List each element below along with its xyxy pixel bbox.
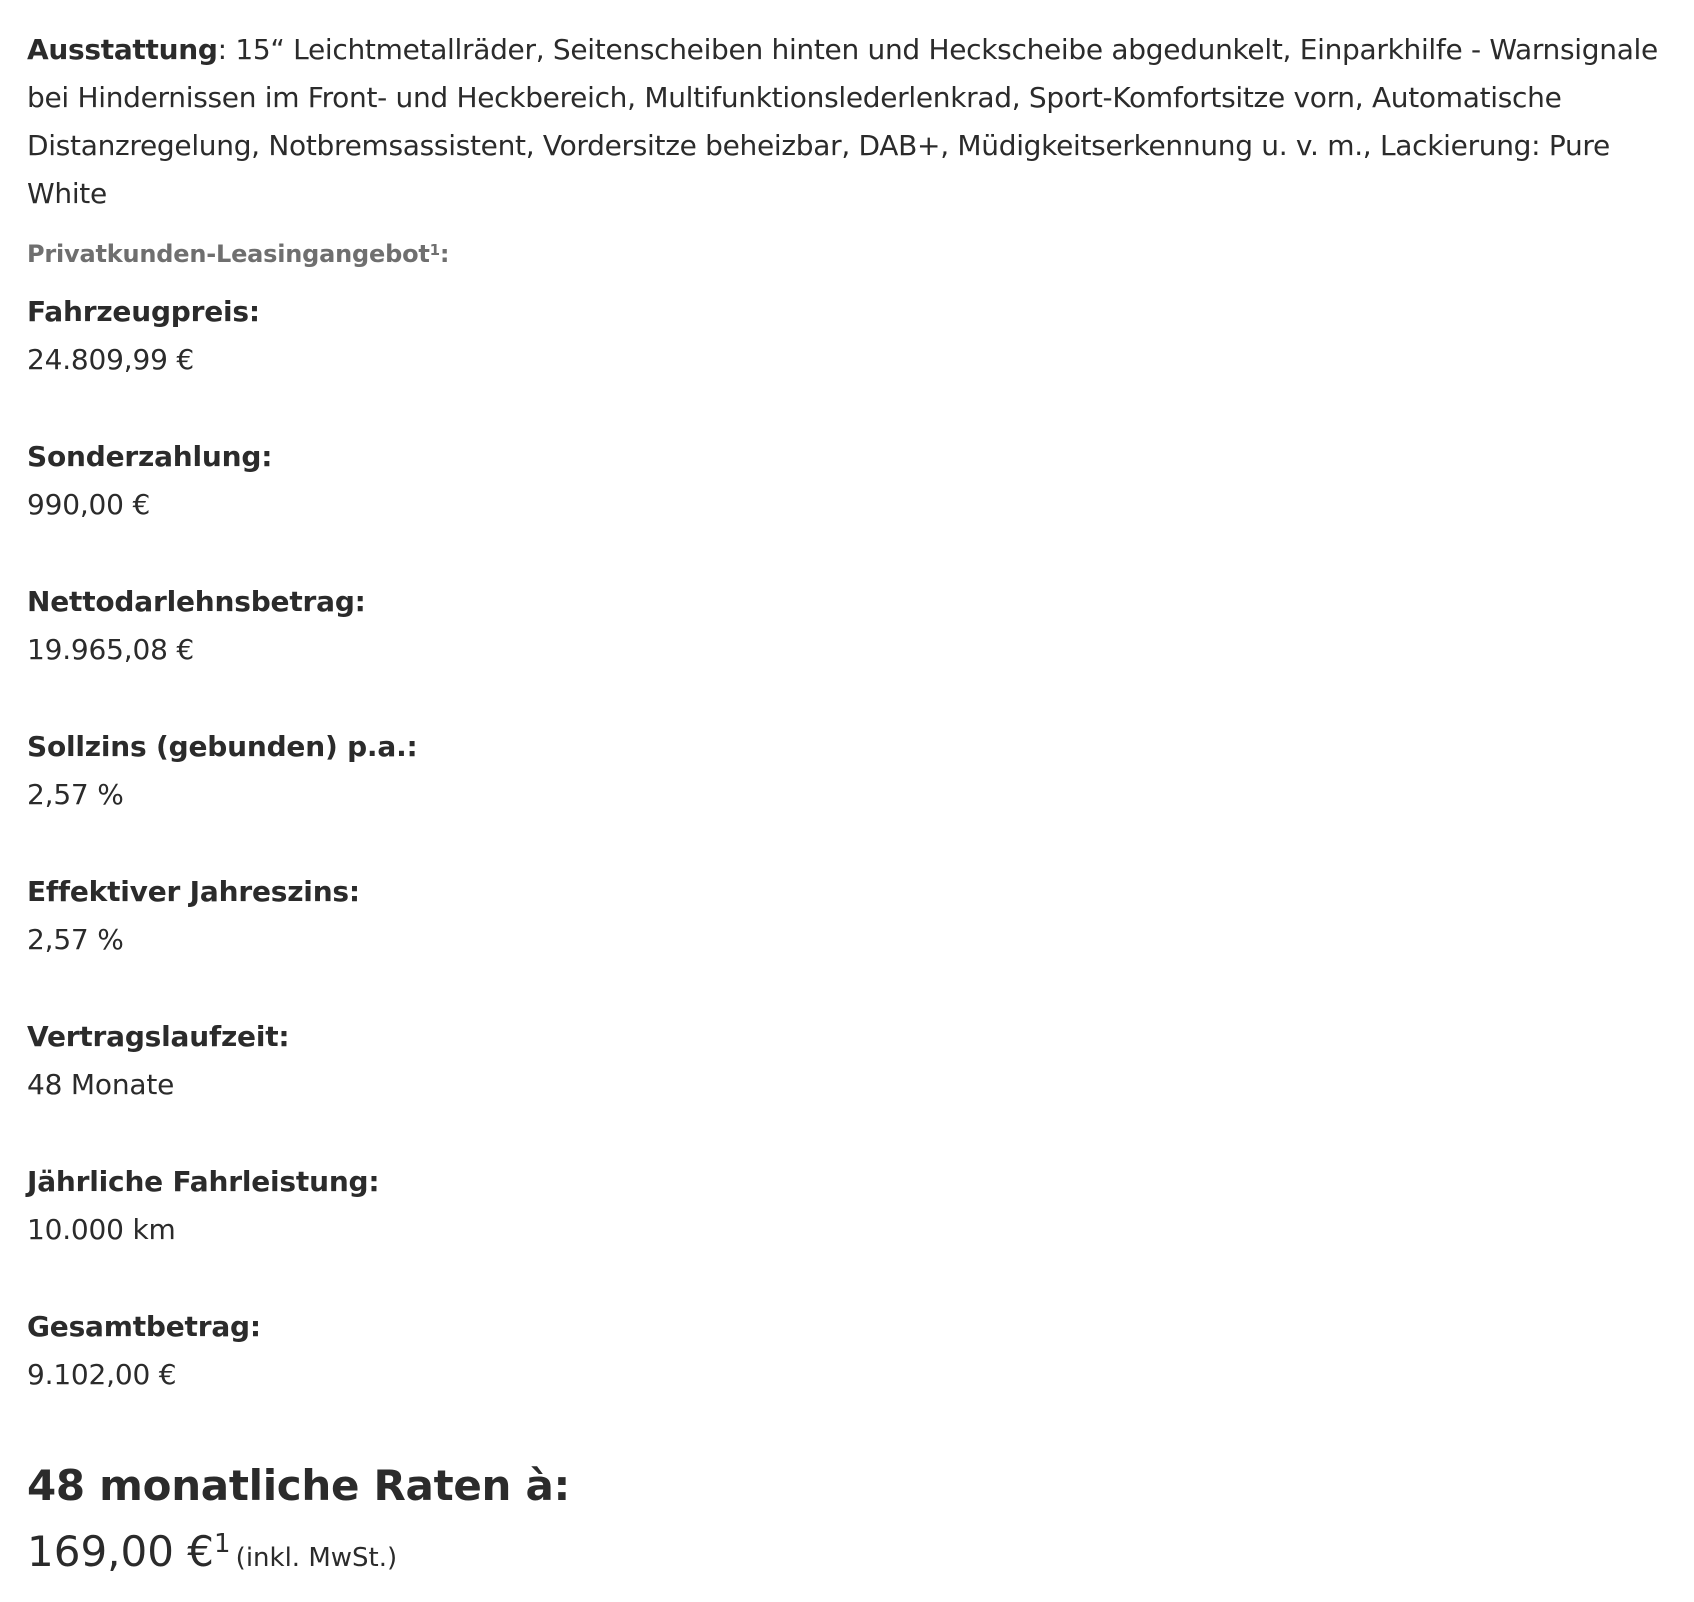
spec-value: 990,00 € — [27, 488, 151, 521]
spec-label: Gesamtbetrag: — [27, 1310, 261, 1343]
equipment-paragraph — [27, 26, 1672, 218]
spec-value: 48 Monate — [27, 1068, 175, 1101]
spec-annual-mileage — [27, 1158, 1694, 1303]
spec-total-amount — [27, 1303, 1694, 1448]
spec-value: 2,57 % — [27, 778, 124, 811]
spec-label: Vertragslaufzeit: — [27, 1020, 290, 1053]
spec-value: 19.965,08 € — [27, 633, 195, 666]
spec-list — [27, 288, 1694, 1448]
spec-label: Effektiver Jahreszins: — [27, 875, 360, 908]
spec-value: 9.102,00 € — [27, 1358, 177, 1391]
spec-value: 24.809,99 € — [27, 343, 195, 376]
offer-heading — [27, 237, 1694, 271]
spec-effective-annual-rate — [27, 868, 1694, 1013]
spec-label: Fahrzeugpreis: — [27, 295, 260, 328]
equipment-label: Ausstattung — [27, 33, 218, 66]
spec-contract-term — [27, 1013, 1694, 1158]
spec-value: 2,57 % — [27, 923, 124, 956]
spec-vehicle-price — [27, 288, 1694, 433]
spec-label: Nettodarlehnsbetrag: — [27, 585, 366, 618]
monthly-rate-amount: 169,00 € — [27, 1527, 215, 1576]
monthly-rate-heading: 48 monatliche Raten à: — [27, 1461, 571, 1510]
monthly-rate-line — [27, 1522, 1694, 1591]
spec-value: 10.000 km — [27, 1213, 176, 1246]
offer-heading-text: Privatkunden-Leasingangebot — [27, 240, 430, 268]
vat-note: (inkl. MwSt.) — [235, 1543, 398, 1573]
spec-label: Sollzins (gebunden) p.a.: — [27, 730, 418, 763]
spec-label: Jährliche Fahrleistung: — [27, 1165, 380, 1198]
spec-net-loan-amount — [27, 578, 1694, 723]
spec-label: Sonderzahlung: — [27, 440, 273, 473]
spec-down-payment — [27, 433, 1694, 578]
equipment-text: : 15“ Leichtmetallräder, Seitenscheiben hinten und Heckscheibe abgedunkelt, Einparkhilfe - Warnsignale bei Hindernissen im Front- und Heckbereich, Multifunktionslederlenkrad, Sport-Komfortsitze vorn, Automatische Distanzregelung, Notbremsassistent, Vordersitze beheizbar, DAB+, Müdigkeitserkennung u. v. m., Lackierung: Pure White — [27, 33, 1658, 210]
offer-heading-colon: : — [439, 240, 450, 268]
rate-footnote-marker: 1 — [214, 1529, 231, 1559]
offer-footnote-marker: 1 — [429, 241, 440, 259]
spec-borrowing-rate — [27, 723, 1694, 868]
